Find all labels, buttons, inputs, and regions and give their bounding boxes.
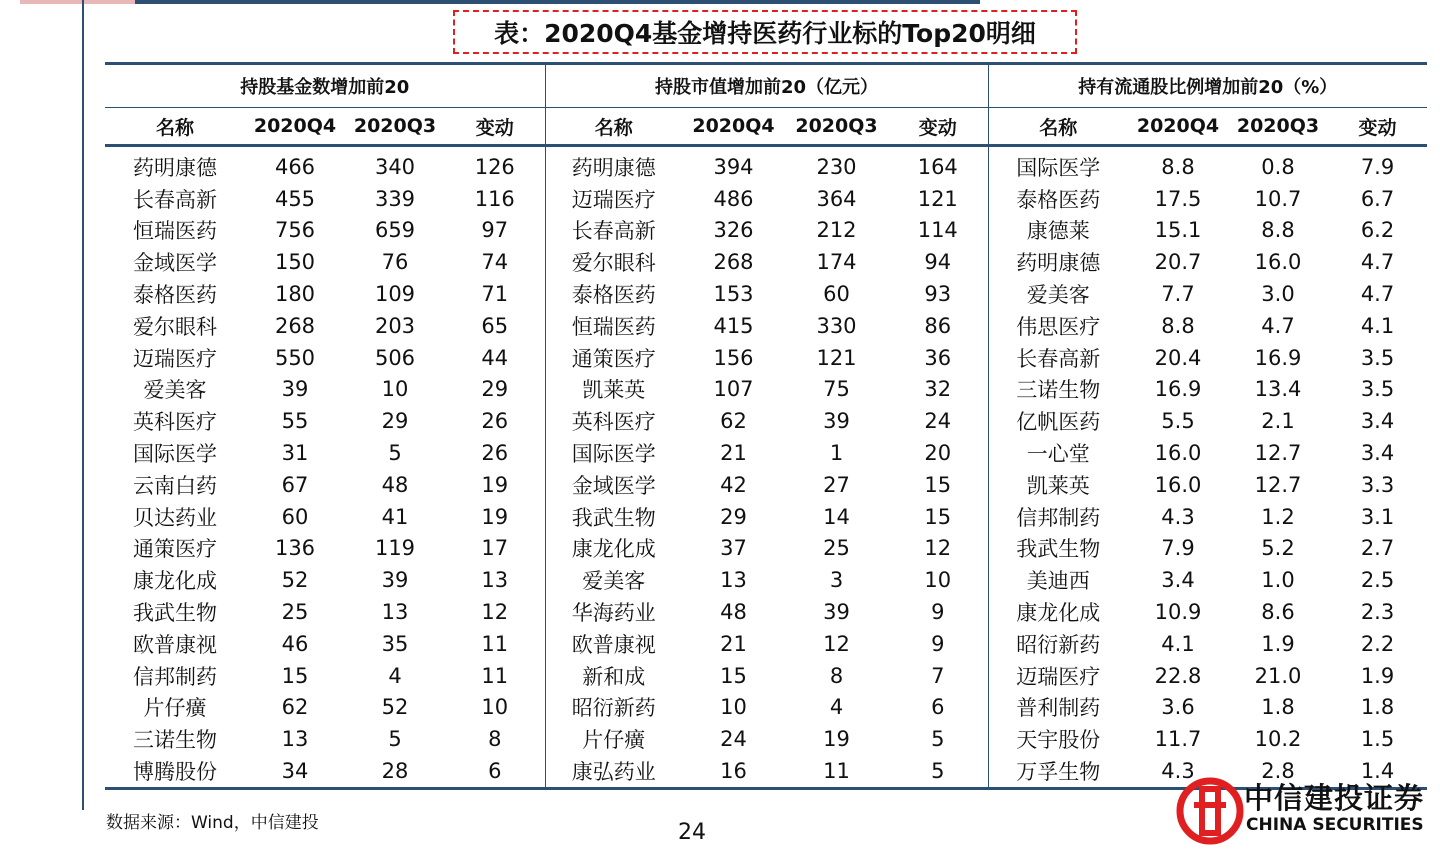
table-row: [105, 723, 1427, 755]
value-cell: 62: [720, 409, 747, 434]
value-cell: 14: [823, 504, 850, 529]
value-cell: 15: [281, 663, 309, 688]
value-cell: 107: [713, 377, 754, 402]
value-cell: 11: [445, 660, 545, 692]
value-cell: 8: [829, 663, 844, 688]
value-cell: 121: [816, 345, 857, 370]
value-cell: 10.7: [1254, 186, 1302, 211]
value-cell: 74: [445, 246, 545, 278]
value-cell: 55: [281, 409, 309, 434]
value-cell: 121: [888, 183, 988, 215]
value-cell: 7.7: [1161, 282, 1195, 307]
value-cell: 4.7: [1360, 250, 1395, 275]
value-cell: 8: [445, 723, 545, 755]
stock-name-cell: 康德莱: [1026, 219, 1090, 244]
stock-name-cell: 迈瑞医疗: [571, 187, 656, 212]
value-cell: 150: [274, 250, 316, 275]
value-cell: 4: [829, 695, 844, 720]
value-cell: 29: [720, 504, 747, 529]
stock-name-cell: 药明康德: [1016, 251, 1101, 276]
value-cell: 13.4: [1254, 377, 1302, 402]
value-cell: 339: [374, 186, 416, 211]
column-header: 名称: [105, 108, 245, 146]
table-row: [105, 146, 1427, 183]
value-cell: 65: [445, 310, 545, 342]
value-cell: 75: [823, 377, 850, 402]
value-cell: 16.9: [1254, 345, 1302, 370]
value-cell: 5: [388, 727, 402, 752]
value-cell: 4.7: [1360, 282, 1395, 307]
value-cell: 22.8: [1154, 663, 1202, 688]
top-accent-blue: [135, 0, 980, 4]
stock-name-cell: 我武生物: [571, 505, 656, 530]
value-cell: 16.0: [1154, 441, 1202, 466]
value-cell: 21: [720, 441, 747, 466]
group-header-row: [105, 64, 1427, 108]
value-cell: 48: [720, 600, 747, 625]
value-cell: 455: [274, 186, 316, 211]
value-cell: 2.1: [1261, 409, 1295, 434]
value-cell: 506: [374, 345, 416, 370]
value-cell: 25: [281, 600, 309, 625]
stock-name-cell: 博腾股份: [105, 755, 245, 788]
value-cell: 15: [888, 469, 988, 501]
stock-name-cell: 片仔癀: [582, 728, 646, 753]
stock-name-cell: 我武生物: [1016, 537, 1101, 562]
stock-name-cell: 泰格医药: [1016, 187, 1101, 212]
table-row: [105, 374, 1427, 406]
stock-name-cell: 昭衍新药: [1016, 632, 1101, 657]
column-header: 2020Q3: [345, 108, 445, 146]
stock-name-cell: 英科医疗: [571, 410, 656, 435]
stock-name-cell: 泰格医药: [133, 283, 217, 308]
value-cell: 364: [816, 186, 857, 211]
value-cell: 21.0: [1254, 663, 1302, 688]
column-header: 变动: [445, 108, 545, 146]
value-cell: 1.0: [1261, 568, 1295, 593]
group-header: 持有流通股比例增加前20（%）: [988, 64, 1427, 108]
brand-name-en: CHINA SECURITIES: [1246, 815, 1424, 835]
column-header: 2020Q4: [245, 108, 345, 146]
value-cell: 29: [445, 374, 545, 406]
value-cell: 3.1: [1360, 504, 1395, 529]
stock-name-cell: 长春高新: [1016, 346, 1101, 371]
value-cell: 15: [888, 501, 988, 533]
value-cell: 3.5: [1360, 377, 1395, 402]
stock-name-cell: 凯莱英: [582, 378, 646, 403]
value-cell: 11.7: [1154, 727, 1202, 752]
value-cell: 11: [785, 755, 888, 788]
value-cell: 5: [388, 441, 402, 466]
value-cell: 24: [888, 405, 988, 437]
value-cell: 126: [445, 146, 545, 183]
value-cell: 13: [720, 568, 747, 593]
stock-name-cell: 泰格医药: [571, 283, 656, 308]
value-cell: 52: [281, 568, 309, 593]
table-row: [105, 692, 1427, 724]
stock-name-cell: 国际医学: [133, 442, 217, 467]
value-cell: 3: [829, 568, 844, 593]
value-cell: 39: [823, 409, 850, 434]
value-cell: 3.3: [1360, 472, 1395, 497]
value-cell: 550: [274, 345, 316, 370]
stock-name-cell: 康龙化成: [133, 569, 217, 594]
stock-name-cell: 爱美客: [143, 378, 207, 403]
value-cell: 5.2: [1261, 536, 1295, 561]
value-cell: 486: [713, 186, 754, 211]
value-cell: 7.9: [1161, 536, 1195, 561]
value-cell: 52: [381, 695, 409, 720]
value-cell: 10: [381, 377, 409, 402]
value-cell: 10: [888, 564, 988, 596]
stock-name-cell: 康龙化成: [1016, 601, 1101, 626]
table-row: [105, 660, 1427, 692]
value-cell: 93: [888, 278, 988, 310]
value-cell: 8.8: [1261, 218, 1295, 243]
value-cell: 1.5: [1360, 727, 1395, 752]
value-cell: 2.3: [1360, 600, 1395, 625]
group-header: 持股基金数增加前20: [105, 64, 545, 108]
column-header: 变动: [1328, 108, 1427, 146]
value-cell: 20.4: [1154, 345, 1202, 370]
stock-name-cell: 通策医疗: [571, 346, 656, 371]
value-cell: 5: [888, 723, 988, 755]
stock-name-cell: 康龙化成: [571, 537, 656, 562]
value-cell: 17: [445, 533, 545, 565]
value-cell: 36: [888, 342, 988, 374]
stock-name-cell: 贝达药业: [133, 505, 217, 530]
value-cell: 27: [823, 472, 850, 497]
stock-name-cell: 爱美客: [1026, 283, 1090, 308]
stock-name-cell: 药明康德: [571, 155, 656, 180]
value-cell: 164: [888, 146, 988, 183]
table-row: [105, 183, 1427, 215]
value-cell: 31: [281, 441, 309, 466]
value-cell: 46: [281, 631, 309, 656]
value-cell: 20: [888, 437, 988, 469]
value-cell: 174: [816, 250, 857, 275]
value-cell: 6.2: [1360, 218, 1395, 243]
stock-name-cell: 一心堂: [1026, 442, 1090, 467]
table-row: [105, 246, 1427, 278]
value-cell: 15.1: [1154, 218, 1202, 243]
value-cell: 13: [381, 600, 409, 625]
stock-name-cell: 新和成: [582, 664, 646, 689]
table-row: [105, 596, 1427, 628]
table-body: [105, 146, 1427, 789]
stock-name-cell: 药明康德: [133, 155, 217, 180]
value-cell: 37: [720, 536, 747, 561]
value-cell: 16.9: [1154, 377, 1202, 402]
value-cell: 180: [274, 282, 316, 307]
value-cell: 12.7: [1254, 441, 1302, 466]
stock-name-cell: 凯莱英: [1026, 473, 1090, 498]
value-cell: 44: [445, 342, 545, 374]
stock-name-cell: 恒瑞医药: [133, 219, 217, 244]
page-number: 24: [678, 820, 706, 845]
value-cell: 12.7: [1254, 472, 1302, 497]
value-cell: 3.5: [1360, 345, 1395, 370]
value-cell: 3.4: [1360, 409, 1395, 434]
value-cell: 4.7: [1261, 313, 1295, 338]
value-cell: 10.9: [1154, 600, 1202, 625]
column-header: 2020Q4: [1128, 108, 1228, 146]
value-cell: 8.6: [1261, 600, 1295, 625]
stock-name-cell: 国际医学: [1016, 155, 1101, 180]
value-cell: 1.8: [1360, 695, 1395, 720]
value-cell: 8.8: [1161, 313, 1195, 338]
stock-name-cell: 万孚生物: [988, 755, 1128, 788]
value-cell: 35: [381, 631, 409, 656]
value-cell: 32: [888, 374, 988, 406]
value-cell: 19: [445, 469, 545, 501]
stock-name-cell: 三诺生物: [133, 728, 217, 753]
table-row: [105, 215, 1427, 247]
value-cell: 21: [720, 631, 747, 656]
value-cell: 6: [445, 755, 545, 788]
value-cell: 17.5: [1154, 186, 1202, 211]
value-cell: 6.7: [1360, 186, 1395, 211]
value-cell: 2.8: [1228, 755, 1328, 788]
value-cell: 39: [281, 377, 309, 402]
value-cell: 230: [816, 154, 857, 179]
value-cell: 41: [381, 504, 409, 529]
value-cell: 34: [245, 755, 345, 788]
value-cell: 3.4: [1360, 441, 1395, 466]
stock-name-cell: 金域医学: [133, 251, 217, 276]
value-cell: 8.8: [1161, 154, 1195, 179]
top-accent-red: [20, 0, 135, 4]
value-cell: 6: [888, 692, 988, 724]
value-cell: 4.3: [1161, 504, 1195, 529]
stock-name-cell: 通策医疗: [133, 537, 217, 562]
value-cell: 3.4: [1161, 568, 1195, 593]
value-cell: 203: [374, 313, 416, 338]
value-cell: 15: [720, 663, 747, 688]
column-header: 变动: [888, 108, 988, 146]
value-cell: 19: [823, 727, 850, 752]
value-cell: 86: [888, 310, 988, 342]
value-cell: 26: [445, 405, 545, 437]
value-cell: 268: [713, 250, 754, 275]
table-row: [105, 342, 1427, 374]
column-header: 2020Q3: [1228, 108, 1328, 146]
value-cell: 4.1: [1360, 313, 1395, 338]
value-cell: 29: [381, 409, 409, 434]
value-cell: 466: [274, 154, 316, 179]
stock-name-cell: 长春高新: [133, 187, 217, 212]
stock-name-cell: 国际医学: [571, 442, 656, 467]
value-cell: 16: [682, 755, 785, 788]
stock-name-cell: 天宇股份: [1016, 728, 1101, 753]
value-cell: 62: [281, 695, 309, 720]
value-cell: 5.5: [1161, 409, 1195, 434]
stock-name-cell: 昭衍新药: [571, 696, 656, 721]
group-header: 持股市值增加前20（亿元）: [545, 64, 988, 108]
value-cell: 153: [713, 282, 754, 307]
stock-name-cell: 欧普康视: [133, 632, 217, 657]
value-cell: 0.8: [1261, 154, 1295, 179]
table-row: [105, 469, 1427, 501]
value-cell: 2.5: [1360, 568, 1395, 593]
stock-name-cell: 伟思医疗: [1016, 314, 1101, 339]
value-cell: 24: [720, 727, 747, 752]
value-cell: 330: [816, 313, 857, 338]
value-cell: 3.6: [1161, 695, 1195, 720]
value-cell: 1: [829, 441, 844, 466]
table-row: [105, 628, 1427, 660]
stock-name-cell: 云南白药: [133, 473, 217, 498]
value-cell: 326: [713, 218, 754, 243]
value-cell: 9: [888, 628, 988, 660]
value-cell: 9: [888, 596, 988, 628]
stock-name-cell: 爱尔眼科: [571, 251, 656, 276]
value-cell: 16.0: [1154, 472, 1202, 497]
left-rule: [82, 0, 84, 810]
value-cell: 48: [381, 472, 409, 497]
table-row: [105, 405, 1427, 437]
table-row: [105, 501, 1427, 533]
value-cell: 340: [374, 154, 416, 179]
value-cell: 13: [445, 564, 545, 596]
stock-name-cell: 亿帆医药: [1016, 410, 1101, 435]
value-cell: 25: [823, 536, 850, 561]
column-header-row: [105, 108, 1427, 146]
value-cell: 2.7: [1360, 536, 1395, 561]
value-cell: 12: [445, 596, 545, 628]
value-cell: 415: [713, 313, 754, 338]
value-cell: 13: [281, 727, 309, 752]
value-cell: 19: [445, 501, 545, 533]
value-cell: 10: [720, 695, 747, 720]
stock-name-cell: 迈瑞医疗: [133, 346, 217, 371]
value-cell: 2.2: [1360, 631, 1395, 656]
column-header: 名称: [545, 108, 682, 146]
stock-name-cell: 美迪西: [1026, 569, 1090, 594]
value-cell: 12: [888, 533, 988, 565]
stock-name-cell: 长春高新: [571, 219, 656, 244]
value-cell: 94: [888, 246, 988, 278]
table-row: [105, 310, 1427, 342]
value-cell: 212: [816, 218, 857, 243]
stock-name-cell: 华海药业: [571, 601, 656, 626]
value-cell: 136: [274, 536, 316, 561]
value-cell: 1.2: [1261, 504, 1295, 529]
value-cell: 4.3: [1128, 755, 1228, 788]
stock-name-cell: 爱尔眼科: [133, 314, 217, 339]
value-cell: 5: [888, 755, 988, 788]
table-title: 表：2020Q4基金增持医药行业标的Top20明细: [453, 10, 1077, 54]
value-cell: 39: [381, 568, 409, 593]
stock-name-cell: 金域医学: [571, 473, 656, 498]
stock-name-cell: 恒瑞医药: [571, 314, 656, 339]
column-header: 2020Q3: [785, 108, 888, 146]
stock-name-cell: 普利制药: [1016, 696, 1101, 721]
value-cell: 268: [274, 313, 316, 338]
value-cell: 756: [274, 218, 316, 243]
value-cell: 39: [823, 600, 850, 625]
value-cell: 16.0: [1254, 250, 1302, 275]
stock-name-cell: 信邦制药: [1016, 505, 1101, 530]
value-cell: 156: [713, 345, 754, 370]
value-cell: 20.7: [1154, 250, 1202, 275]
value-cell: 116: [445, 183, 545, 215]
value-cell: 76: [381, 250, 409, 275]
value-cell: 11: [445, 628, 545, 660]
value-cell: 60: [281, 504, 309, 529]
stock-name-cell: 我武生物: [133, 601, 217, 626]
value-cell: 26: [445, 437, 545, 469]
value-cell: 42: [720, 472, 747, 497]
value-cell: 67: [281, 472, 309, 497]
value-cell: 659: [374, 218, 416, 243]
value-cell: 3.0: [1261, 282, 1295, 307]
stock-name-cell: 迈瑞医疗: [1016, 664, 1101, 689]
value-cell: 1.8: [1261, 695, 1295, 720]
stock-name-cell: 英科医疗: [133, 410, 217, 435]
holdings-table: [105, 62, 1427, 790]
value-cell: 7: [888, 660, 988, 692]
value-cell: 60: [823, 282, 850, 307]
value-cell: 4.1: [1161, 631, 1195, 656]
value-cell: 1.9: [1261, 631, 1295, 656]
column-header: 名称: [988, 108, 1128, 146]
value-cell: 114: [888, 215, 988, 247]
value-cell: 119: [374, 536, 416, 561]
table-row: [105, 533, 1427, 565]
table-row: [105, 437, 1427, 469]
value-cell: 71: [445, 278, 545, 310]
stock-name-cell: 三诺生物: [1016, 378, 1101, 403]
value-cell: 7.9: [1360, 154, 1395, 179]
table-row: [105, 564, 1427, 596]
value-cell: 1.4: [1328, 755, 1427, 788]
value-cell: 12: [823, 631, 850, 656]
stock-name-cell: 欧普康视: [571, 632, 656, 657]
value-cell: 10.2: [1254, 727, 1302, 752]
value-cell: 109: [374, 282, 416, 307]
stock-name-cell: 爱美客: [582, 569, 646, 594]
value-cell: 394: [713, 154, 754, 179]
data-source-note: 数据来源：Wind，中信建投: [106, 813, 319, 833]
value-cell: 28: [345, 755, 445, 788]
brand-name-cn: 中信建投证券: [1244, 781, 1425, 815]
stock-name-cell: 康弘药业: [545, 755, 682, 788]
stock-name-cell: 片仔癀: [143, 696, 207, 721]
column-header: 2020Q4: [682, 108, 785, 146]
value-cell: 1.9: [1360, 663, 1395, 688]
value-cell: 10: [445, 692, 545, 724]
value-cell: 97: [445, 215, 545, 247]
value-cell: 4: [388, 663, 402, 688]
table-row: [105, 278, 1427, 310]
stock-name-cell: 信邦制药: [133, 664, 217, 689]
